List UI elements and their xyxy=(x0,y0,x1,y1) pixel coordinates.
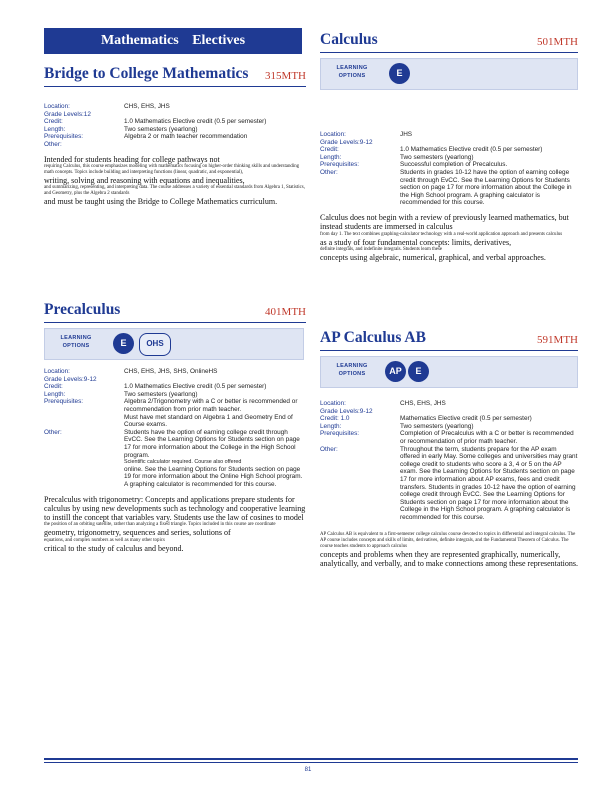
learning-options-label: LEARNING OPTIONS xyxy=(336,65,368,79)
course-description xyxy=(320,213,578,262)
prereq-value: Must have met standard on Algebra 1 and Geometry End of Course exams. xyxy=(124,413,293,429)
footer-rule xyxy=(44,758,578,760)
desc-text: concepts and problems when they are represented graphically, numerically, analytically, and verbally, and to make connections among these representations. xyxy=(320,549,578,568)
grade-levels: Grade Levels:9-12 xyxy=(320,407,373,415)
prereq-label: Prerequisites: xyxy=(320,161,360,169)
desc-text: Precalculus with trigonometry: Concepts and applications prepare students for calculus by using new developments such as technology and cooperative learning to instill the concept that variables vary. Students use the law of cosines to model xyxy=(44,494,306,523)
prereq-label: Prerequisites: xyxy=(44,133,84,141)
credit-label: Credit: 1.0 xyxy=(320,415,350,423)
desc-small-text: definite integrals, and indefinite integrals. Students learn these xyxy=(320,246,443,252)
desc-text: as a study of four fundamental concepts: limits, derivatives, xyxy=(320,237,512,247)
credit-value: Mathematics Elective credit (0.5 per semester) xyxy=(400,415,532,423)
length-label: Length: xyxy=(320,422,342,430)
desc-small-text: AP Calculus AB is equivalent to a first-semester college calculus course devoted to topics in differential and integral calculus. The AP course includes concepts and skills of limits, derivatives, definite integrals, and the Fundamental Theorem of Calculus. The course teaches students to approach calculus xyxy=(320,531,576,549)
course-title: Calculus xyxy=(320,31,378,48)
learning-options-label: LEARNING OPTIONS xyxy=(60,335,92,349)
desc-small-text: and summarizing, representing, and interpreting data. The course addresses a variety of essential standards from Algebra 1, Statistics, and Geometry, plus the Algebra 2 standards xyxy=(44,185,305,197)
course-title: Bridge to College Mathematics xyxy=(44,65,249,82)
course-info xyxy=(320,131,578,207)
desc-text: Calculus does not begin with a review of previously learned mathematics, but instead students are immersed in calculus xyxy=(320,212,569,232)
course-info xyxy=(320,400,578,522)
prereq-value: Algebra 2/Trigonometry with a C or better is recommended or recommendation from prior math teacher. xyxy=(124,398,298,413)
other-label: Other: xyxy=(320,445,338,453)
course-code: 591MTH xyxy=(537,334,578,346)
other-value: Throughout the term, students prepare for the AP exam offered in early May. Some colleges and universities may grant college credit to students who score a 3, 4 or 5 on the AP exam. See the Learning Options for Students section on page 17 for more information about AP exams, fees and credit transfers. Students in grades 10-12 have the option of earning college credit through EvCC. See the Learning Options for Students section on page 17 for more information about the College in the High School program. A graphing calculator is recommended for this course. xyxy=(400,445,578,521)
location-value: CHS, EHS, JHS xyxy=(124,103,170,110)
prereq-value: Algebra 2 or math teacher recommendation xyxy=(124,133,248,141)
grade-levels: Grade Levels:9-12 xyxy=(320,138,373,146)
location-value: CHS, EHS, JHS, SHS, OnlineHS xyxy=(124,368,218,375)
desc-text: Intended for students heading for college pathways not xyxy=(44,154,220,164)
desc-small-text: from day 1. The text combines graphing-calculator technology with a real-world application approach and presents calculus xyxy=(320,231,563,237)
length-value: Two semesters (yearlong) xyxy=(124,125,198,133)
prereq-label: Prerequisites: xyxy=(44,398,84,406)
course-heading xyxy=(44,298,306,323)
course-description xyxy=(44,155,306,207)
other-value: Students have the option of earning college credit through EvCC. See the Learning Options for Students section on page 17 for more information about the College in the High School program. xyxy=(124,428,300,459)
location-label: Location: xyxy=(44,368,70,375)
location-label: Location: xyxy=(320,131,346,138)
course-title: Precalculus xyxy=(44,301,121,318)
credit-value: 1.0 Mathematics Elective credit (0.5 per semester) xyxy=(400,146,543,154)
footer-rule xyxy=(44,762,578,763)
learning-options-box xyxy=(320,356,578,388)
other-label: Other: xyxy=(44,140,62,148)
location-label: Location: xyxy=(44,103,70,110)
location-label: Location: xyxy=(320,400,346,407)
online-hs-logo-icon: OHS xyxy=(139,333,171,356)
desc-text: and must be taught using the Bridge to College Mathematics curriculum. xyxy=(44,197,278,207)
desc-small-text: equations, and complex numbers as well as many other topics xyxy=(44,537,165,543)
length-value: Two semesters (yearlong) xyxy=(400,153,474,161)
course-bridge xyxy=(44,62,306,206)
length-label: Length: xyxy=(44,125,66,133)
course-info xyxy=(44,103,306,149)
grade-levels: Grade Levels:12 xyxy=(44,110,91,118)
length-value: Two semesters (yearlong) xyxy=(124,390,198,398)
desc-text: concepts using algebraic, numerical, graphical, and verbal approaches. xyxy=(320,252,546,262)
desc-small-text: the position of an orbiting satellite, rather than analyzing a fixed triangle. Topics included in this course are coordinate xyxy=(44,522,276,528)
course-heading xyxy=(320,28,578,53)
desc-small-text: requiring Calculus, this course emphasizes modeling with mathematics focusing on higher-order thinking skills and understanding math concepts. Topics include building and interpreting functions (linear, quadratic, and exponential), xyxy=(44,163,300,175)
learning-options-box xyxy=(44,328,304,360)
credit-value: 1.0 Mathematics Elective credit (0.5 per semester) xyxy=(124,383,267,391)
course-description xyxy=(320,532,578,569)
course-precalculus xyxy=(44,298,306,553)
prereq-value: Completion of Precalculus with a C or better is recommended or recommendation of prior math teacher. xyxy=(400,430,574,445)
prereq-label: Prerequisites: xyxy=(320,430,360,438)
course-calculus xyxy=(320,28,578,262)
grade-levels: Grade Levels:9-12 xyxy=(44,375,97,383)
other-value: online. See the Learning Options for Students section on page 19 for more information about the Online High School program. A graphing calculator is recommended for this course. xyxy=(124,465,303,488)
length-value: Two semesters (yearlong) xyxy=(400,422,474,430)
credit-label: Credit: xyxy=(44,383,63,391)
course-heading xyxy=(320,326,578,351)
course-ap-calculus-ab xyxy=(320,326,578,568)
ehs-logo-icon: E xyxy=(389,63,410,84)
ap-logo-icon: AP xyxy=(385,361,406,382)
learning-options-label: LEARNING OPTIONS xyxy=(336,363,368,377)
other-value: Scientific calculator required. Course also offered xyxy=(124,459,242,466)
course-title: AP Calculus AB xyxy=(320,329,426,346)
section-banner: Mathematics Electives xyxy=(44,28,302,54)
course-heading xyxy=(44,62,306,87)
location-value: JHS xyxy=(400,131,413,138)
course-code: 315MTH xyxy=(265,70,306,82)
course-description xyxy=(44,495,306,553)
credit-value: 1.0 Mathematics Elective credit (0.5 per semester) xyxy=(124,118,267,126)
location-value: CHS, EHS, JHS xyxy=(400,400,446,407)
other-label: Other: xyxy=(320,168,338,176)
other-label: Other: xyxy=(44,428,62,436)
course-code: 501MTH xyxy=(537,36,578,48)
desc-text: geometry, trigonometry, sequences and series, solutions of xyxy=(44,528,231,538)
learning-options-box xyxy=(320,58,578,90)
other-value: Students in grades 10-12 have the option of earning college credit through EvCC. See the Learning Options for Students section on page 17 for more information about the College in the High School program. A graphing calculator is recommended for this course. xyxy=(400,168,572,207)
credit-label: Credit: xyxy=(44,118,63,126)
course-code: 401MTH xyxy=(265,306,306,318)
course-info xyxy=(44,368,306,489)
credit-label: Credit: xyxy=(320,146,339,154)
ehs-logo-icon: E xyxy=(113,333,134,354)
length-label: Length: xyxy=(320,153,342,161)
length-label: Length: xyxy=(44,390,66,398)
ehs-logo-icon: E xyxy=(408,361,429,382)
desc-text: critical to the study of calculus and beyond. xyxy=(44,543,184,553)
desc-text: writing, solving and reasoning with equations and inequalities, xyxy=(44,175,245,185)
prereq-value: Successful completion of Precalculus. xyxy=(400,161,508,169)
page-number: 81 xyxy=(304,767,312,773)
